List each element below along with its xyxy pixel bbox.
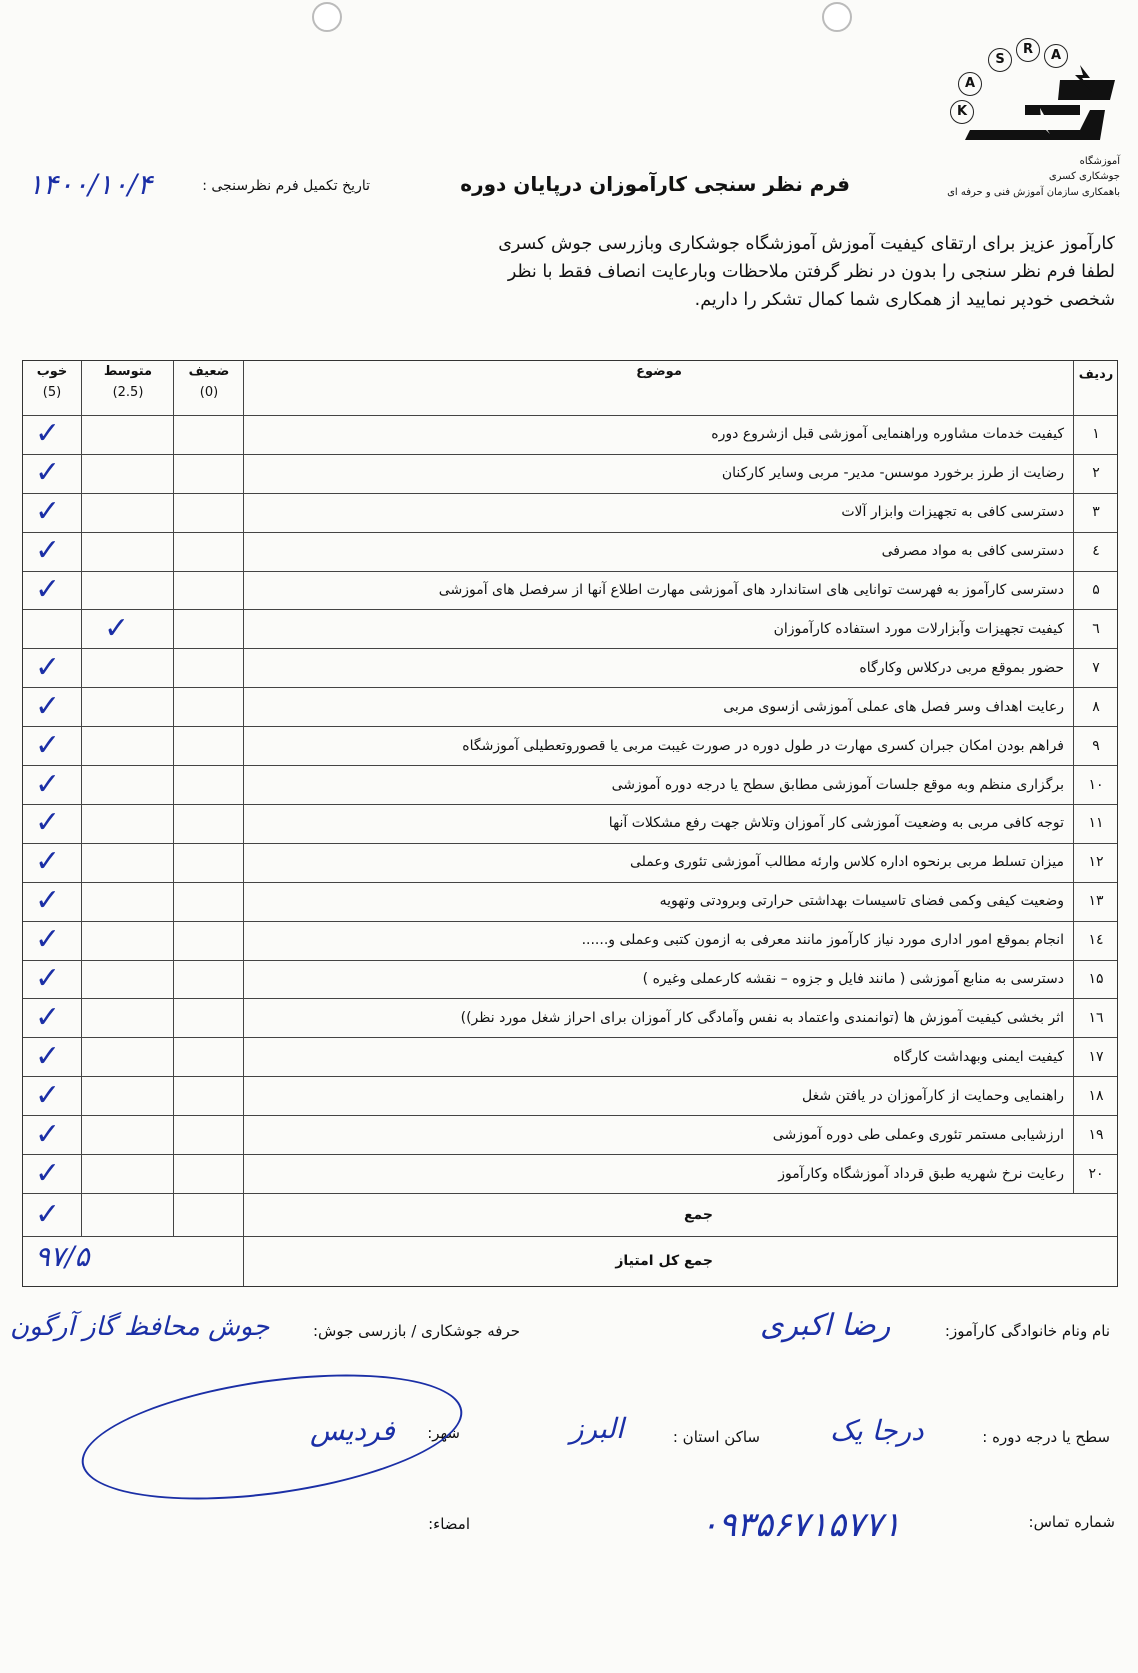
weak-cell — [173, 843, 244, 882]
weak-cell — [173, 648, 244, 687]
signature-label: امضاء: — [428, 1515, 470, 1533]
signature-scribble — [74, 1354, 470, 1520]
row-number-cell — [1073, 1115, 1118, 1154]
trade-label: حرفه جوشکاری / بازرسی جوش: — [312, 1322, 520, 1340]
header-average-score: (2.5) — [112, 385, 144, 400]
province-label: ساکن استان : — [672, 1428, 760, 1446]
row-number: ۱۱ — [1088, 815, 1104, 832]
check-mark-icon: ✓ — [104, 610, 130, 646]
name-label: نام ونام خانوادگی کارآموز: — [944, 1322, 1110, 1340]
logo-letter: R — [1016, 38, 1040, 62]
check-mark-icon: ✓ — [35, 922, 61, 958]
row-number-cell — [1073, 960, 1118, 999]
topic-cell — [243, 687, 1074, 726]
row-number-cell — [1073, 1037, 1118, 1076]
topic-text: رعایت نرخ شهریه طبق قرداد آموزشگاه وکارآموز — [778, 1165, 1064, 1182]
check-mark-icon: ✓ — [35, 1116, 61, 1152]
topic-cell — [243, 726, 1074, 765]
good-cell — [23, 532, 81, 571]
level-value-handwritten: درجا یک — [830, 1414, 924, 1447]
weak-cell — [173, 804, 244, 843]
average-cell — [81, 882, 174, 921]
check-mark-icon: ✓ — [35, 999, 61, 1035]
topic-text: وضعیت کیفی وکمی فضای تاسیسات بهداشتی حرارتی وبرودتی وتهویه — [659, 893, 1064, 910]
topic-text: دسترسی به منابع آموزشی ( مانند فایل و جزوه – نقشه کارعملی وغیره ) — [642, 971, 1064, 988]
row-number: ۵ — [1092, 582, 1100, 599]
header-weak: ضعیف — [188, 364, 230, 379]
total-label: جمع کل امتیاز — [615, 1253, 713, 1269]
table-row — [23, 960, 1117, 1000]
topic-text: کیفیت ایمنی وبهداشت کارگاه — [893, 1048, 1064, 1065]
weak-cell — [173, 610, 244, 649]
table-row — [23, 804, 1117, 844]
check-mark-icon: ✓ — [35, 688, 61, 724]
topic-cell — [243, 415, 1074, 454]
topic-text: کیفیت خدمات مشاوره وراهنمایی آموزشی قبل ازشروع دوره — [711, 426, 1064, 443]
table-row — [23, 571, 1117, 611]
check-mark-icon: ✓ — [35, 533, 61, 569]
province-value-handwritten: البرز — [570, 1412, 624, 1445]
topic-cell — [243, 648, 1074, 687]
logo-letter: K — [950, 100, 974, 124]
total-row — [23, 1236, 1117, 1286]
header-weak-cell — [173, 361, 244, 415]
intro-line: شخصی خودپر نمایید از همکاری شما کمال تشکر را داریم. — [694, 290, 1115, 310]
topic-cell — [243, 843, 1074, 882]
logo-mark-icon — [930, 60, 1120, 155]
good-cell — [23, 843, 81, 882]
topic-text: کیفیت تجهیزات وآبزارلات مورد استفاده کارآموزان — [773, 620, 1064, 637]
city-value-handwritten: فردیس — [310, 1414, 395, 1447]
binder-hole — [822, 2, 852, 32]
row-number-cell — [1073, 1076, 1118, 1115]
row-number-cell — [1073, 999, 1118, 1038]
average-cell — [81, 648, 174, 687]
good-cell — [23, 804, 81, 843]
topic-text: میزان تسلط مربی برنحوه اداره کلاس وارئه مطالب آموزشی تئوری وعملی — [630, 854, 1064, 871]
row-number-cell — [1073, 493, 1118, 532]
table-row — [23, 687, 1117, 727]
check-mark-icon: ✓ — [35, 416, 61, 452]
average-cell — [81, 1076, 174, 1115]
good-cell — [23, 571, 81, 610]
weak-cell — [173, 765, 244, 804]
logo-letter: A — [1044, 44, 1068, 68]
good-cell — [23, 1115, 81, 1154]
average-cell — [81, 999, 174, 1038]
good-cell — [23, 960, 81, 999]
row-number-cell — [1073, 1154, 1118, 1193]
row-number-cell — [1073, 843, 1118, 882]
row-number: ۱۲ — [1088, 854, 1104, 871]
topic-text: اثر بخشی کیفیت آموزش ها (توانمندی واعتماد به نفس وآمادگی کار آموزان برای احراز شغل مورد نظر)) — [460, 1009, 1064, 1026]
topic-text: حضور بموقع مربی درکلاس وکارگاه — [859, 659, 1064, 676]
good-cell — [23, 921, 81, 960]
header-good-score: (5) — [42, 385, 62, 400]
topic-text: برگزاری منظم وبه موقع جلسات آموزشی مطابق سطح یا درجه دوره آموزشی — [611, 776, 1064, 793]
row-number: ۱٦ — [1088, 1009, 1104, 1026]
row-number-cell — [1073, 648, 1118, 687]
table-row — [23, 610, 1117, 650]
row-number-cell — [1073, 415, 1118, 454]
table-row — [23, 454, 1117, 494]
topic-cell — [243, 1076, 1074, 1115]
name-value-handwritten: رضا اکبری — [760, 1308, 891, 1343]
average-cell — [81, 960, 174, 999]
topic-text: راهنمایی وحمایت از کارآموزان در یافتن شغل — [801, 1087, 1064, 1104]
good-cell — [23, 610, 81, 649]
average-cell — [81, 765, 174, 804]
check-mark-icon: ✓ — [35, 455, 61, 491]
row-number: ۱۳ — [1088, 893, 1104, 910]
topic-text: دسترسی کارآموز به فهرست توانایی های استاندارد های آموزشی مهارت اطلاع آنها از سرفصل های آموزشی — [438, 582, 1064, 599]
weak-cell — [173, 571, 244, 610]
phone-label: شماره تماس: — [1028, 1513, 1115, 1531]
weak-cell — [173, 726, 244, 765]
check-mark-icon: ✓ — [35, 1038, 61, 1074]
average-cell — [81, 610, 174, 649]
topic-cell — [243, 765, 1074, 804]
row-number: ۱۹ — [1088, 1126, 1104, 1143]
sum-row — [23, 1194, 1117, 1237]
good-cell — [23, 999, 81, 1038]
topic-cell — [243, 960, 1074, 999]
row-number: ۱۸ — [1088, 1087, 1104, 1104]
sum-good-cell — [23, 1194, 81, 1236]
row-number: ۷ — [1092, 659, 1100, 676]
date-value-handwritten: ۱۴۰۰/۱۰/۴ — [28, 168, 153, 201]
weak-cell — [173, 687, 244, 726]
check-mark-icon: ✓ — [35, 766, 61, 802]
topic-cell — [243, 493, 1074, 532]
table-row — [23, 726, 1117, 766]
table-row — [23, 1076, 1117, 1116]
weak-cell — [173, 921, 244, 960]
average-cell — [81, 726, 174, 765]
row-number-cell — [1073, 610, 1118, 649]
table-row — [23, 1115, 1117, 1155]
weak-cell — [173, 999, 244, 1038]
table-row — [23, 1154, 1117, 1194]
table-row — [23, 415, 1117, 455]
intro-paragraph — [40, 230, 1115, 314]
average-cell — [81, 921, 174, 960]
topic-text: دسترسی کافی به تجهیزات وابزار آلات — [841, 504, 1064, 521]
good-cell — [23, 415, 81, 454]
row-number: ۱۰ — [1088, 776, 1104, 793]
trade-value-handwritten: جوش محافظ گاز آرگون — [10, 1312, 270, 1342]
check-mark-icon: ✓ — [35, 1077, 61, 1113]
weak-cell — [173, 882, 244, 921]
weak-cell — [173, 415, 244, 454]
city-label: شهر: — [427, 1424, 460, 1442]
average-cell — [81, 1037, 174, 1076]
good-cell — [23, 765, 81, 804]
check-mark-icon: ✓ — [35, 494, 61, 530]
weak-cell — [173, 532, 244, 571]
average-cell — [81, 1115, 174, 1154]
weak-cell — [173, 960, 244, 999]
table-row — [23, 882, 1117, 922]
header-weak-score: (0) — [199, 385, 219, 400]
table-header-row — [23, 361, 1117, 416]
logo-caption: جوشکاری کسری — [1048, 171, 1120, 182]
sum-average-cell — [81, 1194, 174, 1236]
topic-cell — [243, 532, 1074, 571]
average-cell — [81, 843, 174, 882]
weak-cell — [173, 1115, 244, 1154]
average-cell — [81, 687, 174, 726]
row-number: ۹ — [1092, 737, 1100, 754]
topic-cell — [243, 882, 1074, 921]
average-cell — [81, 1154, 174, 1193]
check-mark-icon: ✓ — [35, 961, 61, 997]
row-number: ۲۰ — [1088, 1165, 1104, 1182]
total-label-cell — [243, 1236, 1118, 1286]
table-row — [23, 843, 1117, 883]
table-row — [23, 765, 1117, 805]
date-label: تاریخ تکمیل فرم نظرسنجی : — [202, 178, 370, 194]
row-number-cell — [1073, 921, 1118, 960]
weak-cell — [173, 454, 244, 493]
intro-line: لطفا فرم نظر سنجی را بدون در نظر گرفتن ملاحظات وبارعایت انصاف فقط با نظر — [507, 262, 1115, 282]
topic-cell — [243, 1154, 1074, 1193]
sum-label-cell — [243, 1194, 1118, 1236]
level-label: سطح یا درجه دوره : — [982, 1428, 1110, 1446]
good-cell — [23, 454, 81, 493]
good-cell — [23, 493, 81, 532]
good-cell — [23, 648, 81, 687]
header-good-cell — [23, 361, 81, 415]
row-number-cell — [1073, 882, 1118, 921]
survey-table — [22, 360, 1118, 1287]
form-title: فرم نظر سنجی کارآموزان درپایان دوره — [460, 172, 850, 196]
good-cell — [23, 1037, 81, 1076]
intro-line: کارآموز عزیز برای ارتقای کیفیت آموزش آموزشگاه جوشکاری وبازرسی جوش کسری — [498, 234, 1115, 254]
topic-text: رضایت از طرز برخورد موسس- مدیر- مربی وسایر کارکنان — [721, 465, 1064, 482]
good-cell — [23, 1076, 81, 1115]
table-row — [23, 921, 1117, 961]
good-cell — [23, 687, 81, 726]
header-average: متوسط — [103, 364, 153, 379]
average-cell — [81, 804, 174, 843]
topic-cell — [243, 571, 1074, 610]
topic-text: فراهم بودن امکان جبران کسری مهارت در طول دوره در صورت غیبت مربی یا قصوروتعطیلی آموزشگاه — [462, 737, 1064, 754]
row-number-cell — [1073, 454, 1118, 493]
header-good: خوب — [36, 364, 68, 379]
topic-cell — [243, 1115, 1074, 1154]
check-mark-icon: ✓ — [35, 649, 61, 685]
phone-value-handwritten: ۰۹۳۵۶۷۱۵۷۷۱ — [700, 1505, 901, 1545]
weak-cell — [173, 1076, 244, 1115]
binder-hole — [312, 2, 342, 32]
table-row — [23, 1037, 1117, 1077]
check-mark-icon: ✓ — [35, 727, 61, 763]
good-cell — [23, 882, 81, 921]
average-cell — [81, 454, 174, 493]
header-rowno-cell — [1073, 361, 1118, 415]
topic-cell — [243, 610, 1074, 649]
row-number: ٦ — [1092, 620, 1100, 637]
topic-cell — [243, 1037, 1074, 1076]
topic-text: رعایت اهداف وسر فصل های عملی آموزشی ازسوی مربی — [723, 698, 1064, 715]
weak-cell — [173, 1154, 244, 1193]
row-number-cell — [1073, 532, 1118, 571]
sum-weak-cell — [173, 1194, 244, 1236]
total-value-cell — [23, 1236, 243, 1286]
table-row — [23, 493, 1117, 533]
header-topic: موضوع — [636, 364, 682, 379]
topic-text: ارزشیابی مستمر تئوری وعملی طی دوره آموزشی — [772, 1126, 1064, 1143]
topic-text: دسترسی کافی به مواد مصرفی — [881, 543, 1064, 560]
logo-letter: S — [988, 48, 1012, 72]
weak-cell — [173, 1037, 244, 1076]
row-number-cell — [1073, 571, 1118, 610]
topic-cell — [243, 999, 1074, 1038]
row-number: ۱ — [1092, 426, 1100, 443]
header-row-no: ردیف — [1078, 367, 1114, 382]
row-number: ۱۵ — [1088, 971, 1104, 988]
header-topic-cell — [243, 361, 1074, 415]
topic-text: توجه کافی مربی به وضعیت آموزشی کار آموزان وتلاش جهت رفع مشکلات آنها — [608, 815, 1064, 832]
row-number-cell — [1073, 687, 1118, 726]
row-number: ٤ — [1092, 543, 1100, 560]
school-logo — [890, 38, 1120, 198]
check-mark-icon: ✓ — [35, 572, 61, 608]
average-cell — [81, 571, 174, 610]
check-mark-icon: ✓ — [35, 844, 61, 880]
weak-cell — [173, 493, 244, 532]
total-score-handwritten: ۹۷/۵ — [35, 1240, 90, 1273]
check-mark-icon: ✓ — [35, 1197, 61, 1232]
row-number: ۲ — [1092, 465, 1100, 482]
table-row — [23, 532, 1117, 572]
topic-cell — [243, 804, 1074, 843]
sum-label: جمع — [683, 1207, 713, 1223]
row-number-cell — [1073, 765, 1118, 804]
topic-cell — [243, 921, 1074, 960]
good-cell — [23, 726, 81, 765]
table-row — [23, 648, 1117, 688]
check-mark-icon: ✓ — [35, 805, 61, 841]
good-cell — [23, 1154, 81, 1193]
row-number: ۱٤ — [1088, 932, 1104, 949]
check-mark-icon: ✓ — [35, 1155, 61, 1191]
average-cell — [81, 415, 174, 454]
row-number: ۳ — [1092, 504, 1100, 521]
row-number-cell — [1073, 804, 1118, 843]
logo-caption: آموزشگاه — [1079, 156, 1120, 167]
logo-letter: A — [958, 72, 982, 96]
check-mark-icon: ✓ — [35, 883, 61, 919]
logo-caption: باهمکاری سازمان آموزش فنی و حرفه ای — [947, 187, 1120, 198]
row-number-cell — [1073, 726, 1118, 765]
table-row — [23, 999, 1117, 1039]
row-number: ۱۷ — [1088, 1048, 1104, 1065]
topic-text: انجام بموقع امور اداری مورد نیاز کارآموز مانند معرفی به ازمون کتبی وعملی و...... — [581, 932, 1064, 949]
average-cell — [81, 493, 174, 532]
row-number: ۸ — [1092, 698, 1100, 715]
header-average-cell — [81, 361, 174, 415]
topic-cell — [243, 454, 1074, 493]
average-cell — [81, 532, 174, 571]
